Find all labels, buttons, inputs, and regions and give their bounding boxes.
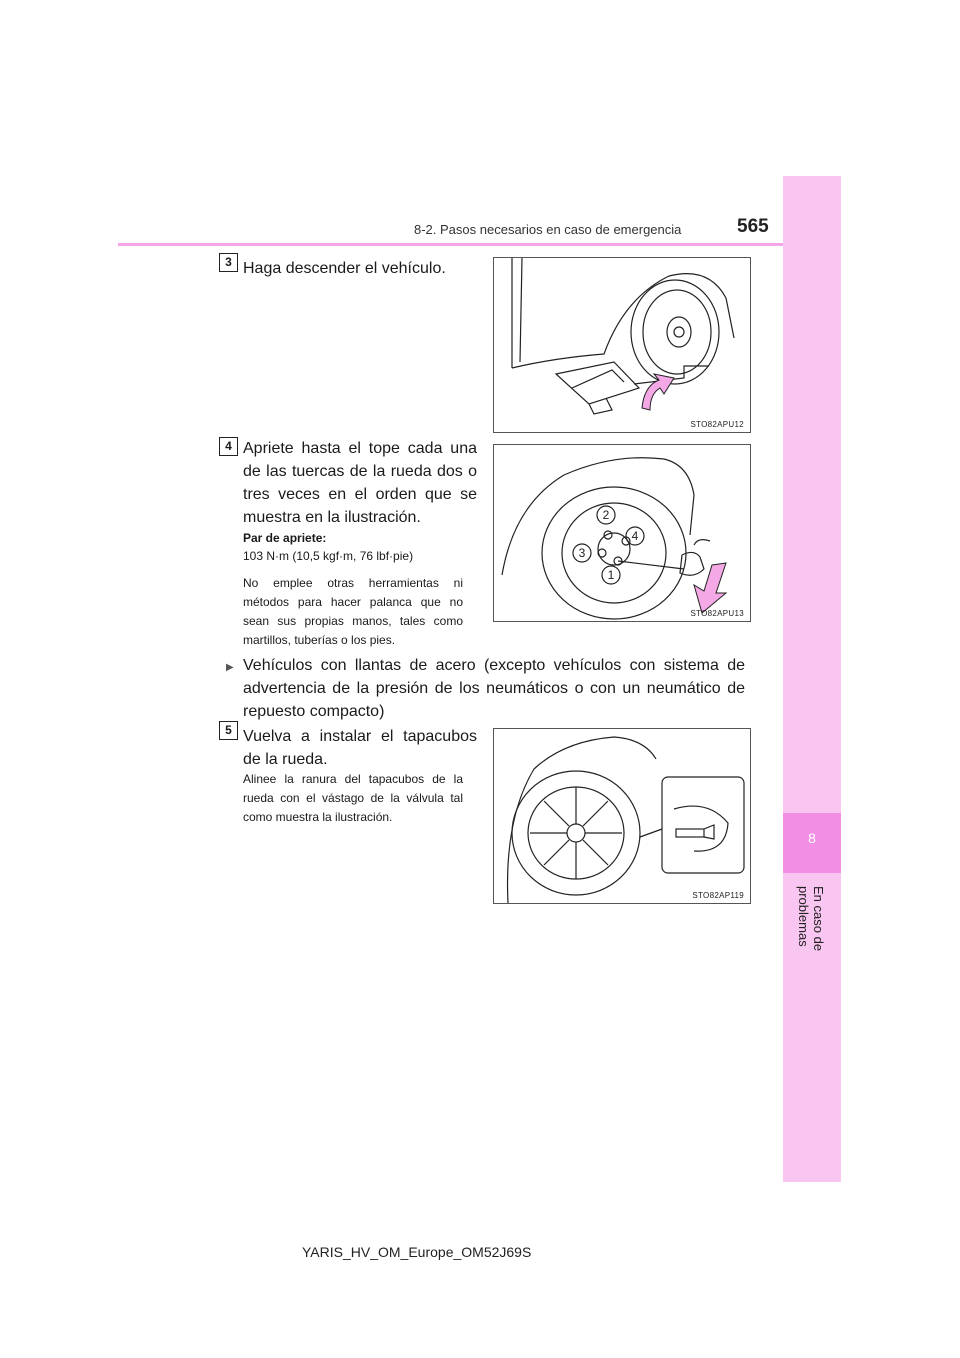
step-5-note: Alinee la ranura del tapacubos de la rueda con el vástago de la válvula tal como muestra la ilustración. (243, 772, 463, 824)
figure-code: STO82AP119 (692, 891, 744, 900)
figure-tighten-nuts (493, 444, 751, 622)
sequence-label-4: 4 (631, 529, 639, 543)
figure-lower-vehicle (493, 257, 751, 433)
header-rule (118, 243, 783, 246)
step-4-marker: 4 (219, 437, 238, 456)
sequence-label-2: 2 (602, 508, 610, 522)
step-5-text: Vuelva a instalar el tapacubos de la rueda. (243, 728, 477, 768)
chapter-number: 8 (808, 830, 816, 846)
section-title: 8-2. Pasos necesarios en caso de emergencia (414, 222, 682, 237)
figure-wheel-cover (493, 728, 751, 904)
sequence-label-3: 3 (578, 546, 586, 560)
lower-vehicle-illustration (494, 258, 750, 432)
chapter-side-tab (783, 176, 841, 1182)
step-5-marker: 5 (219, 721, 238, 740)
step-3-text: Haga descender el vehículo. (243, 260, 446, 277)
torque-label: Par de apriete: (243, 531, 327, 545)
torque-value: 103 N·m (10,5 kgf·m, 76 lbf·pie) (243, 549, 414, 563)
condition-text: Vehículos con llantas de acero (excepto vehículos con sistema de advertencia de la presión de los neumáticos o con un neumático de repuesto compacto) (243, 657, 745, 720)
page-number: 565 (737, 216, 769, 237)
step-4-note: No emplee otras herramientas ni métodos para hacer palanca que no sean sus propias manos, tales como martillos, tuberías o los pies. (243, 576, 463, 647)
downward-arrow-icon (694, 563, 726, 613)
triangle-right-icon: ▶ (226, 662, 234, 673)
sequence-label-1: 1 (607, 568, 615, 582)
step-3-marker: 3 (219, 253, 238, 272)
rotation-arrow-icon (642, 374, 674, 410)
figure-code: STO82APU12 (690, 420, 744, 429)
chapter-title: En caso de problemas (796, 886, 826, 952)
document-id: YARIS_HV_OM_Europe_OM52J69S (302, 1244, 532, 1260)
step-4-text: Apriete hasta el tope cada una de las tuercas de la rueda dos o tres veces en el orden que se muestra en la ilustración. (243, 440, 477, 526)
figure-code: STO82APU13 (690, 609, 744, 618)
tighten-nuts-illustration (494, 445, 750, 621)
wheel-cover-illustration (494, 729, 750, 903)
